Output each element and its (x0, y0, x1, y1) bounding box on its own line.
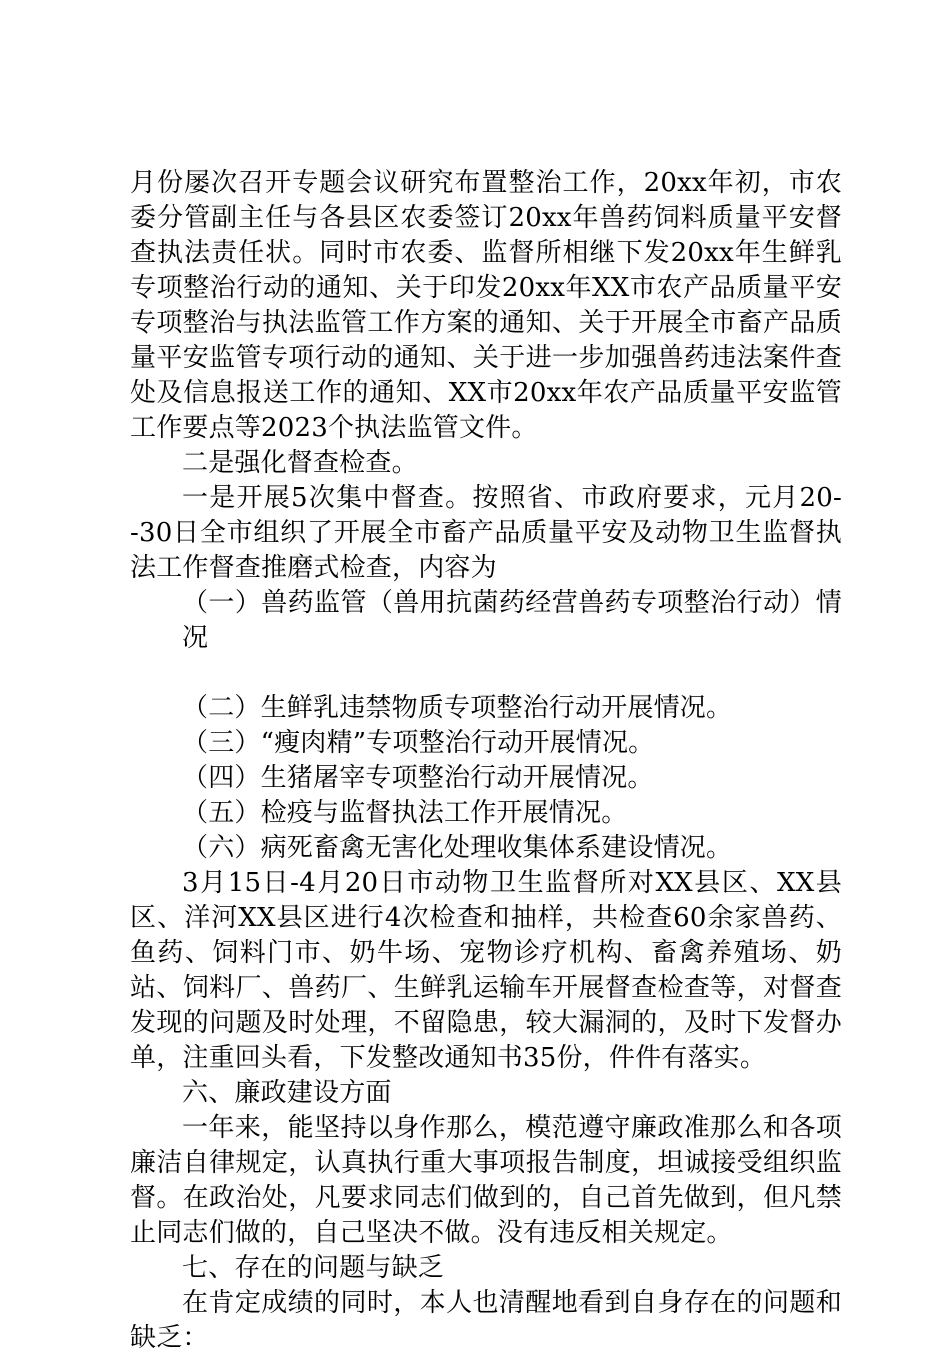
paragraph-march-inspection: 3月15日-4月20日市动物卫生监督所对XX县区、XX县区、洋河XX县区进行4次检查和抽样，共检查60余家兽药、鱼药、饲料门市、奶牛场、宠物诊疗机构、畜禽养殖场、奶站、饲料厂、兽药厂、生鲜乳运输车开展督查检查等，对督查发现的问题及时处理，不留隐患，较大漏洞的，及时下发督办单，注重回头看，下发整改通知书35份，件件有落实。 (130, 868, 842, 1073)
paragraph-continuation: 月份屡次召开专题会议研究布置整治工作，20xx年初，市农委分管副主任与各县区农委签订20xx年兽药饲料质量平安督查执法责任状。同时市农委、监督所相继下发20xx年生鲜乳专项整治行动的通知、关于印发20xx年XX市农产品质量平安专项整治与执法监管工作方案的通知、关于开展全市畜产品质量平安监管专项行动的通知、关于进一步加强兽药违法案件查处及信息报送工作的通知、XX市20xx年农产品质量平安监管工作要点等2023个执法监管文件。 (130, 168, 842, 443)
list-item-4: （四）生猪屠宰专项整治行动开展情况。 (182, 763, 654, 793)
paragraph-problems: 在肯定成绩的同时，本人也清醒地看到自身存在的问题和缺乏： (130, 1288, 842, 1353)
blank-line (130, 656, 842, 691)
paragraph-concentrated-inspection: 一是开展5次集中督查。按照省、市政府要求，元月20--30日全市组织了开展全市畜产品质量平安及动物卫生监督执法工作督查推磨式检查，内容为 (130, 483, 842, 583)
heading-integrity: 六、廉政建设方面 (182, 1078, 392, 1108)
heading-problems: 七、存在的问题与缺乏 (182, 1253, 445, 1283)
list-item-6: （六）病死畜禽无害化处理收集体系建设情况。 (182, 833, 733, 863)
list-item-2: （二）生鲜乳违禁物质专项整治行动开展情况。 (182, 693, 733, 723)
list-item-3: （三）“瘦肉精”专项整治行动开展情况。 (182, 728, 655, 758)
list-item-5: （五）检疫与监督执法工作开展情况。 (182, 798, 628, 828)
heading-strengthen-inspection: 二是强化督查检查。 (182, 448, 418, 478)
paragraph-integrity: 一年来，能坚持以身作那么，模范遵守廉政准那么和各项廉洁自律规定，认真执行重大事项报告制度，坦诚接受组织监督。在政治处，凡要求同志们做到的，自己首先做到，但凡禁止同志们做的，自己坚决不做。没有违反相关规定。 (130, 1113, 842, 1248)
document-body (130, 166, 842, 1356)
list-item-1: （一）兽药监管（兽用抗菌药经营兽药专项整治行动）情况 (182, 588, 842, 653)
